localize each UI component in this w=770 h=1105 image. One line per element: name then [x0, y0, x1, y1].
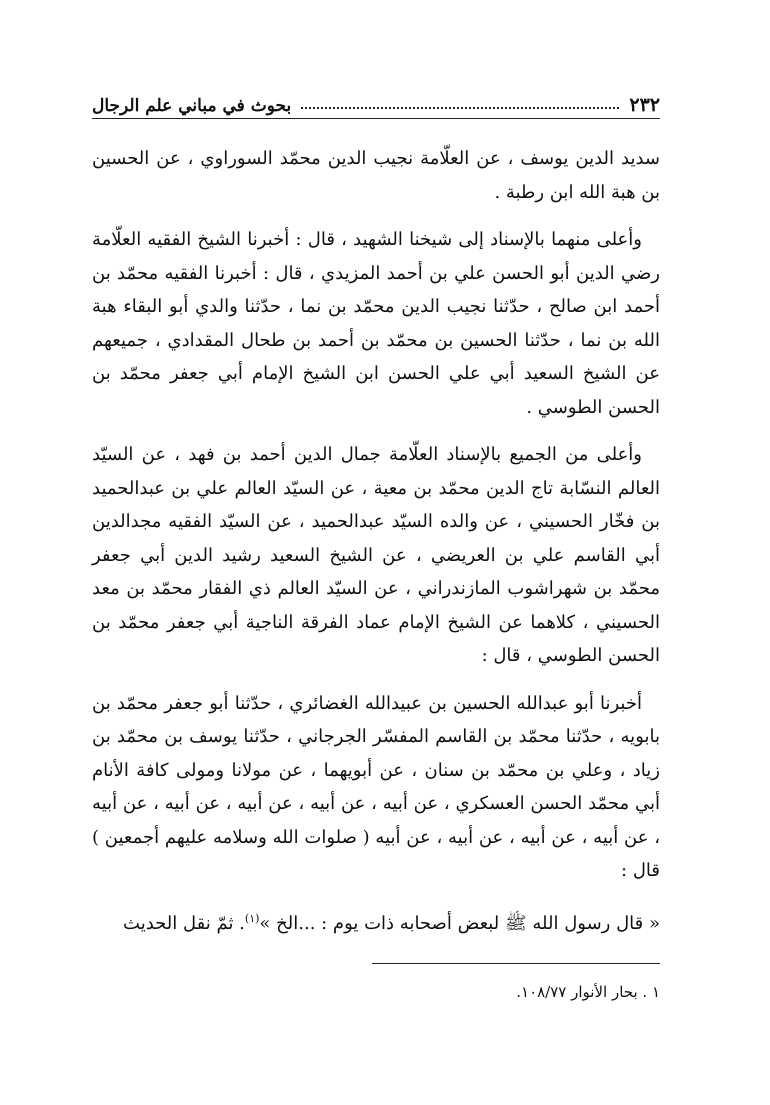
paragraph-4: أخبرنا أبو عبدالله الحسين بن عبيدالله الغضائري ، حدّثنا أبو جعفر محمّد بن بابويه ، حدّثنا محمّد بن القاسم المفسّر الجرجاني ، حدّثنا يوسف بن محمّد بن زياد ، وعلي بن محمّد بن سنان ، عن أبويهما ، عن مولانا ومولى كافة الأنام أبي محمّد الحسن العسكري ، عن أبيه ، عن أبيه ، عن أبيه ، عن أبيه ، عن أبيه ، عن أبيه ، عن أبيه ، عن أبيه ، عن أبيه ( صلوات الله وسلامه عليهم أجمعين ) قال : — [92, 692, 660, 881]
page-number: ٢٣٢ — [629, 94, 660, 116]
footnote-marker: (١) — [244, 911, 260, 925]
page-header — [92, 82, 660, 116]
header-rule — [92, 118, 660, 119]
quote-text: « قال رسول الله ﷺ لبعض أصحابه ذات يوم : ...الخ » — [259, 912, 660, 934]
paragraph-2: وأعلى منهما بالإسناد إلى شيخنا الشهيد ، قال : أخبرنا الشيخ الفقيه العلّامة رضي الدين أبو الحسن علي بن أحمد المزيدي ، قال : أخبرنا الفقيه محمّد بن أحمد ابن صالح ، حدّثنا نجيب الدين محمّد بن نما ، حدّثنا والدي أبو البقاء هبة الله بن نما ، حدّثنا الحسين بن محمّد بن أحمد بن طحال المقدادي ، جميعهم عن الشيخ السعيد أبي علي الحسن ابن الشيخ الإمام أبي جعفر محمّد بن الحسن الطوسي . — [92, 229, 660, 418]
header-dot-leader — [301, 107, 619, 109]
paragraph-3: وأعلى من الجميع بالإسناد العلّامة جمال الدين أحمد بن فهد ، عن السيّد العالم النسّابة تاج الدين محمّد بن معية ، عن السيّد العالم علي بن عبدالحميد بن فخّار الحسيني ، عن والده السيّد عبدالحميد ، عن السيّد الفقيه مجدالدين أبي القاسم علي بن العريضي ، عن الشيخ السعيد رشيد الدين أبي جعفر محمّد بن شهراشوب المازندراني ، عن السيّد العالم ذي الفقار محمّد بن معد الحسيني ، كلاهما عن الشيخ الإمام عماد الفرقة الناجية أبي جعفر محمّد بن الحسن الطوسي ، قال : — [92, 444, 660, 666]
footnote-rule — [372, 963, 660, 964]
quote-paragraph — [92, 902, 660, 941]
paragraph-1: سديد الدين يوسف ، عن العلّامة نجيب الدين محمّد السوراوي ، عن الحسين بن هبة الله ابن رطبة . — [92, 148, 660, 203]
quote-tail: . ثمّ نقل الحديث — [123, 912, 245, 934]
body-text — [92, 142, 660, 954]
running-title: بحوث في مباني علم الرجال — [92, 96, 292, 116]
footnote: ١ . بحار الأنوار ١٠٨/٧٧. — [516, 983, 660, 1001]
